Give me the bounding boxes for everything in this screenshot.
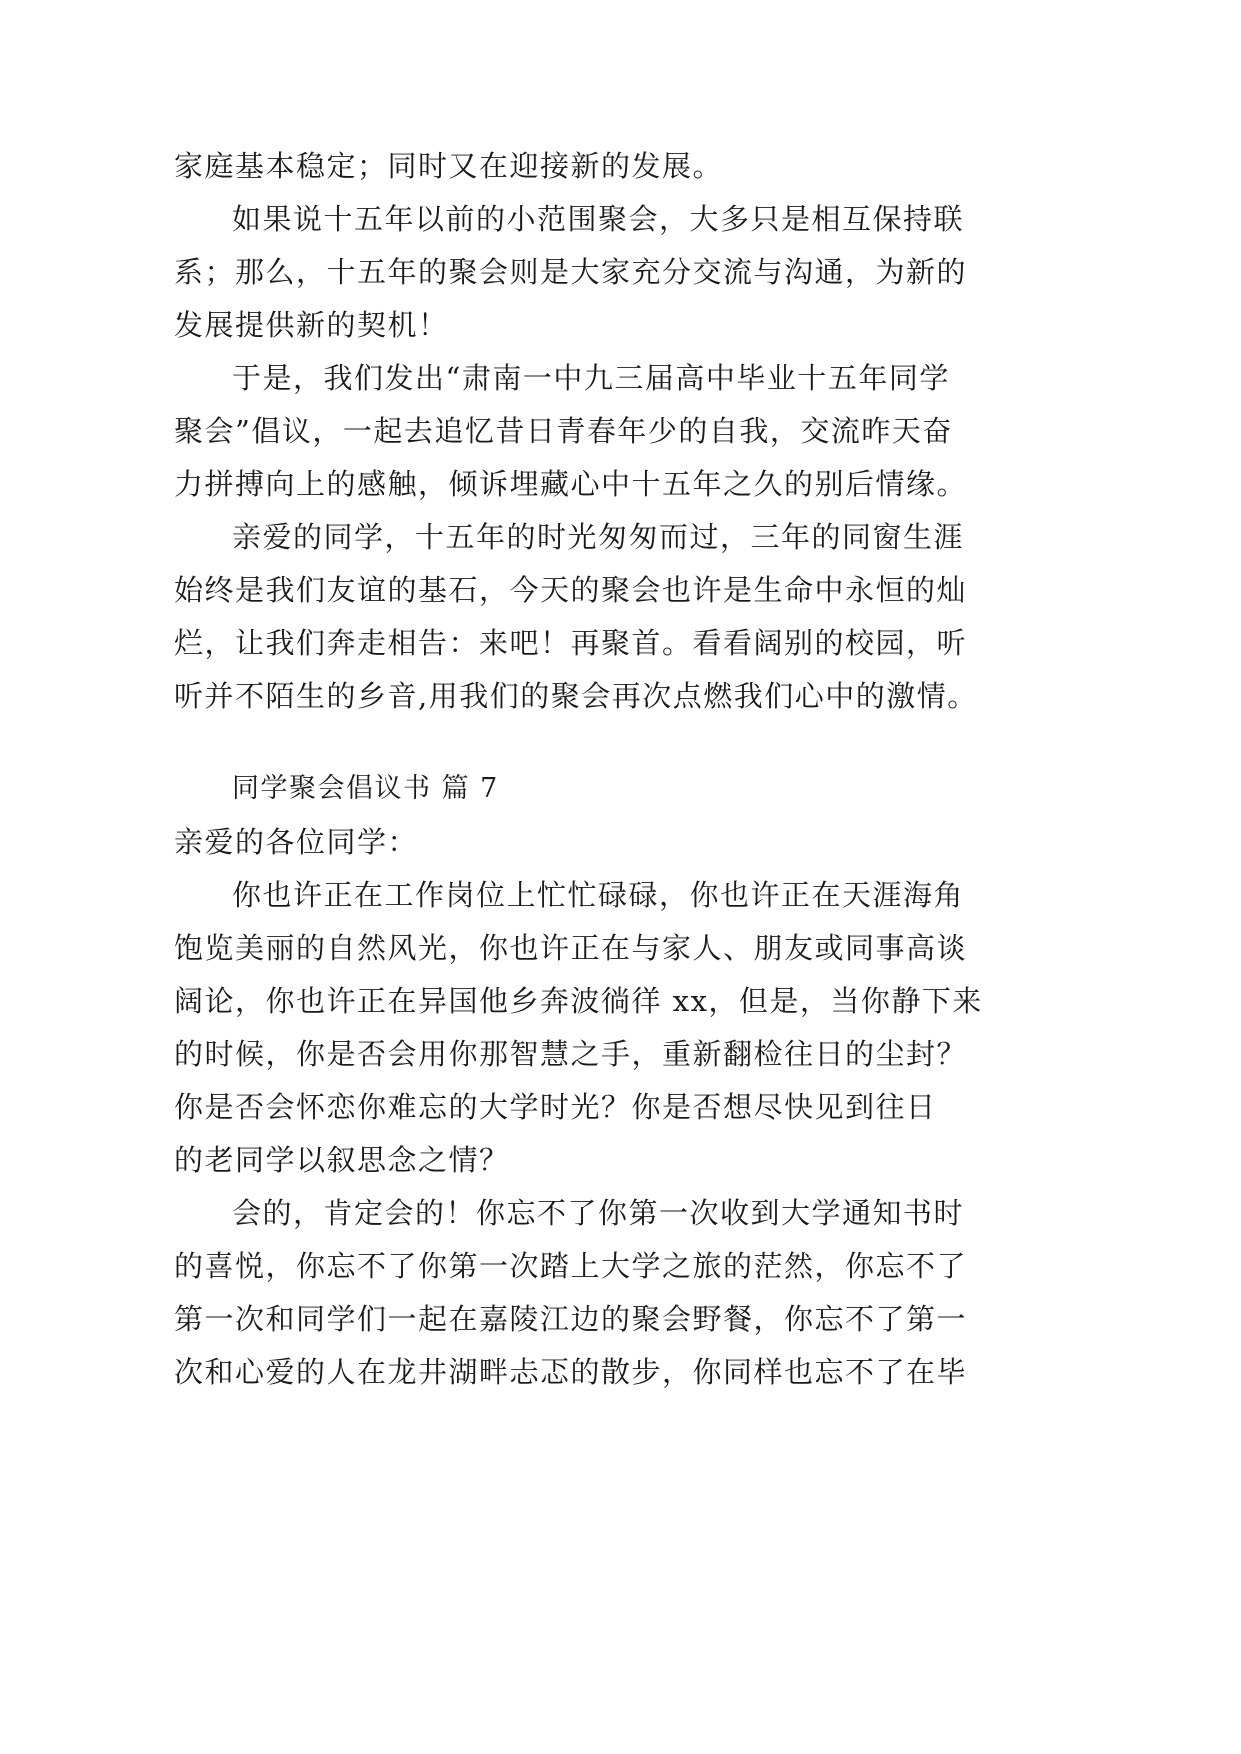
text-line: 次和心爱的人在龙井湖畔忐忑的散步，你同样也忘不了在毕 — [174, 1355, 968, 1389]
text-line: 的老同学以叙思念之情？ — [174, 1143, 510, 1177]
text-line: 阔论，你也许正在异国他乡奔波徜徉 xx，但是，当你静下来 — [174, 984, 983, 1018]
text-line: 家庭基本稳定；同时又在迎接新的发展。 — [174, 149, 724, 183]
paragraph-first-line: 如果说十五年以前的小范围聚会，大多只是相互保持联 — [232, 202, 965, 236]
salutation: 亲爱的各位同学： — [174, 825, 419, 859]
text-line: 的喜悦，你忘不了你第一次踏上大学之旅的茫然，你忘不了 — [174, 1249, 968, 1283]
paragraph-first-line: 于是，我们发出“肃南一中九三届高中毕业十五年同学 — [232, 361, 950, 395]
text-line: 系；那么，十五年的聚会则是大家充分交流与沟通，为新的 — [174, 255, 968, 289]
text-line: 聚会”倡议，一起去追忆昔日青春年少的自我，交流昨天奋 — [174, 414, 953, 448]
text-line: 的时候，你是否会用你那智慧之手，重新翻检往日的尘封？ — [174, 1037, 968, 1071]
paragraph-first-line: 亲爱的同学，十五年的时光匆匆而过，三年的同窗生涯 — [232, 520, 965, 554]
text-line: 你是否会怀恋你难忘的大学时光？你是否想尽快见到往日 — [174, 1090, 937, 1124]
section-heading: 同学聚会倡议书 篇 7 — [232, 773, 499, 804]
text-line: 饱览美丽的自然风光，你也许正在与家人、朋友或同事高谈 — [174, 931, 968, 965]
text-line: 始终是我们友谊的基石，今天的聚会也许是生命中永恒的灿 — [174, 573, 968, 607]
paragraph-first-line: 会的，肯定会的！你忘不了你第一次收到大学通知书时 — [232, 1196, 965, 1230]
paragraph-first-line: 你也许正在工作岗位上忙忙碌碌，你也许正在天涯海角 — [232, 878, 965, 912]
text-line: 第一次和同学们一起在嘉陵江边的聚会野餐，你忘不了第一 — [174, 1302, 968, 1336]
text-line: 力拼搏向上的感触，倾诉埋藏心中十五年之久的别后情缘。 — [174, 467, 968, 501]
text-line: 听并不陌生的乡音,用我们的聚会再次点燃我们心中的激情。 — [174, 679, 978, 713]
text-line: 发展提供新的契机！ — [174, 308, 449, 342]
text-line: 烂，让我们奔走相告：来吧！再聚首。看看阔别的校园，听 — [174, 626, 968, 660]
